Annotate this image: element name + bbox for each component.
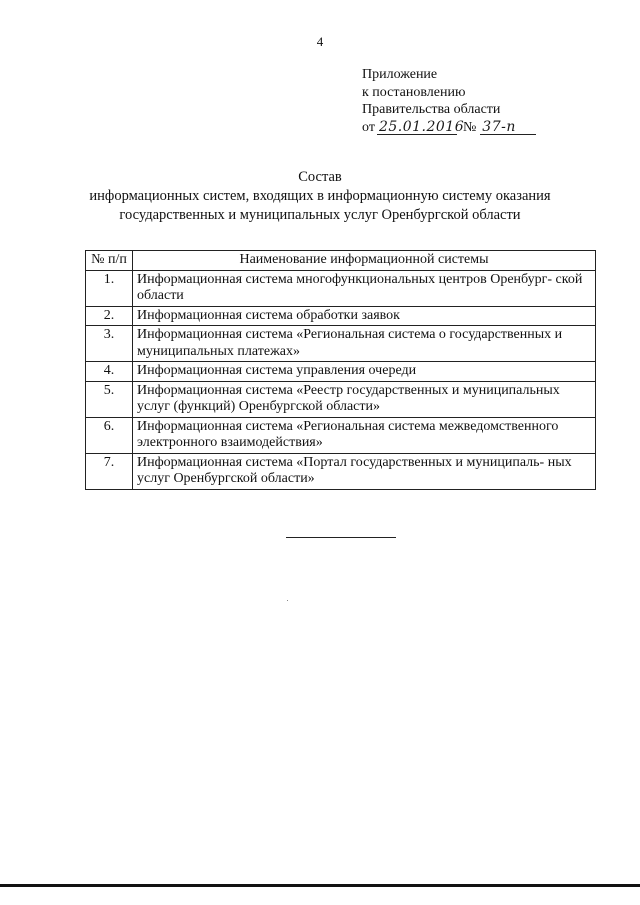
table-row	[86, 381, 596, 417]
table-row	[86, 326, 596, 362]
row-num: 3.	[86, 326, 133, 362]
table-row	[86, 362, 596, 382]
number-sign: №	[462, 119, 477, 135]
table-row	[86, 306, 596, 326]
scan-bottom-edge	[0, 884, 640, 887]
from-prefix: от	[362, 119, 375, 135]
table-row	[86, 417, 596, 453]
scan-speck	[287, 600, 288, 601]
handwritten-number: 37-п	[480, 120, 536, 135]
row-name: Информационная система многофункциональных центров Оренбург- ской области	[133, 270, 596, 306]
header-num: № п/п	[86, 251, 133, 271]
document-title	[0, 168, 640, 225]
row-name: Информационная система «Портал государственных и муниципаль- ных услуг Оренбургской области»	[133, 453, 596, 489]
title-line-1: Состав	[298, 169, 342, 185]
header-name: Наименование информационной системы	[133, 251, 596, 271]
row-num: 6.	[86, 417, 133, 453]
row-num: 1.	[86, 270, 133, 306]
title-line-3: государственных и муниципальных услуг Оренбургской области	[119, 207, 521, 223]
row-num: 2.	[86, 306, 133, 326]
appendix-date-number-line	[362, 119, 536, 137]
table-row	[86, 270, 596, 306]
page-number: 4	[316, 34, 324, 49]
appendix-line-2: к постановлению	[362, 84, 466, 100]
row-name: Информационная система обработки заявок	[133, 306, 596, 326]
row-num: 5.	[86, 381, 133, 417]
table-row	[86, 453, 596, 489]
row-name: Информационная система «Реестр государственных и муниципальных услуг (функций) Оренбургской области»	[133, 381, 596, 417]
row-name: Информационная система управления очереди	[133, 362, 596, 382]
row-name: Информационная система «Региональная система межведомственного электронного взаимодействия»	[133, 417, 596, 453]
title-line-2: информационных систем, входящих в информационную систему оказания	[89, 188, 551, 204]
systems-table	[85, 250, 596, 490]
row-name: Информационная система «Региональная система о государственных и муниципальных платежах»	[133, 326, 596, 362]
handwritten-date: 25.01.2016	[378, 118, 465, 135]
row-num: 7.	[86, 453, 133, 489]
closing-divider	[286, 537, 396, 538]
appendix-line-3: Правительства области	[362, 102, 501, 117]
appendix-line-1: Приложение	[362, 67, 438, 82]
table-header-row	[86, 251, 596, 271]
appendix-block	[362, 66, 536, 136]
row-num: 4.	[86, 362, 133, 382]
